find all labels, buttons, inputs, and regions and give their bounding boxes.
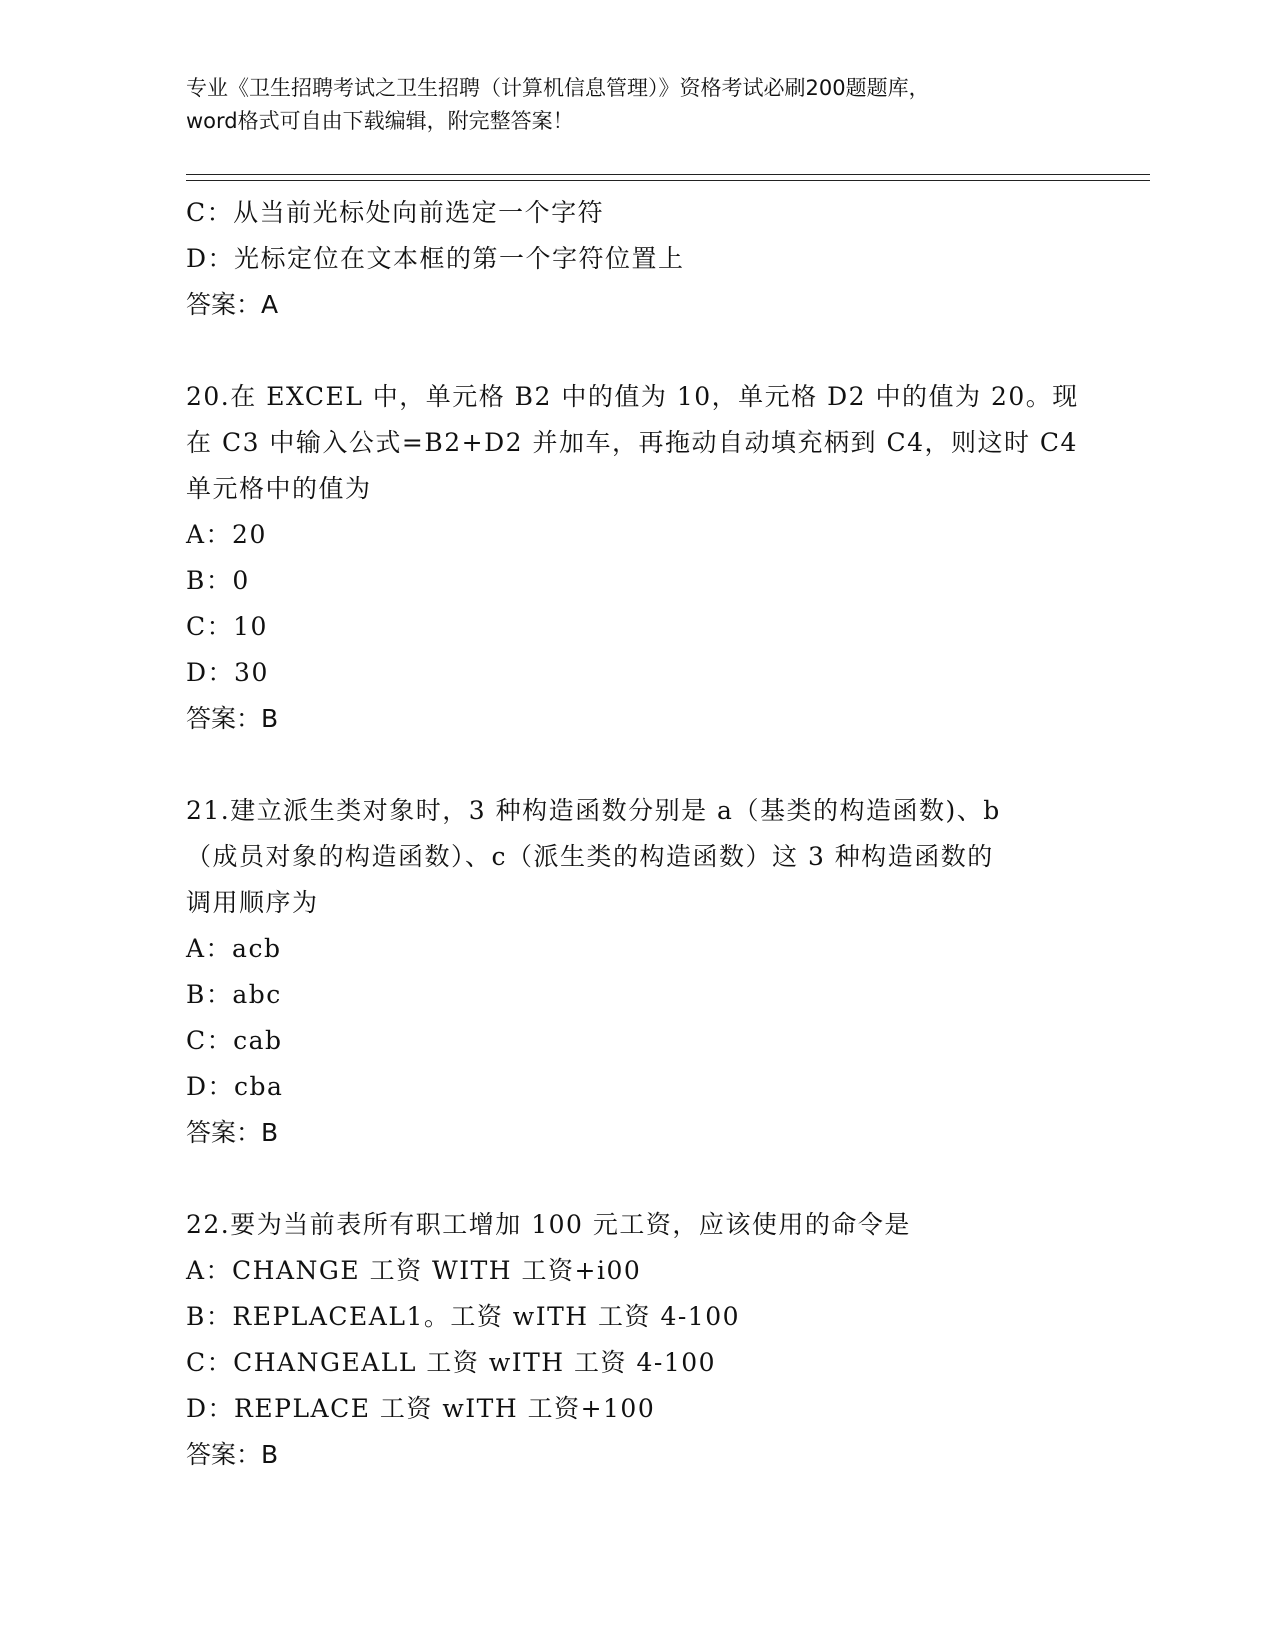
question-stem	[186, 1202, 1086, 1248]
option-c: C：10	[186, 612, 268, 641]
option-b: B：abc	[186, 980, 282, 1009]
option-c: C：CHANGEALL 工资 wITH 工资 4-100	[186, 1348, 717, 1377]
question-content	[186, 190, 1086, 1478]
stem-line: （成员对象的构造函数）、c（派生类的构造函数）这 3 种构造函数的	[186, 842, 994, 871]
question-21	[186, 788, 1086, 1156]
option-c: C：cab	[186, 1026, 283, 1055]
header-line-1: 专业《卫生招聘考试之卫生招聘（计算机信息管理）》资格考试必刷200题题库，	[186, 76, 930, 100]
answer-line: 答案：B	[186, 1118, 279, 1147]
stem-line: 单元格中的值为	[186, 474, 372, 503]
option-d: D：REPLACE 工资 wITH 工资+100	[186, 1394, 656, 1423]
spacer	[186, 742, 1086, 788]
option-a: A：20	[186, 520, 267, 549]
option-c: C：从当前光标处向前选定一个字符	[186, 198, 605, 227]
header-line-2: word格式可自由下载编辑，附完整答案！	[186, 109, 574, 133]
stem-line: 22.要为当前表所有职工增加 100 元工资，应该使用的命令是	[186, 1210, 911, 1239]
option-d: D：cba	[186, 1072, 284, 1101]
option-b: B：REPLACEAL1。工资 wITH 工资 4-100	[186, 1302, 741, 1331]
option-a: A：CHANGE 工资 WITH 工资+i00	[186, 1256, 642, 1285]
question-stem	[186, 374, 1086, 512]
document-header	[186, 72, 1086, 138]
stem-line: 调用顺序为	[186, 888, 319, 917]
option-d: D：光标定位在文本框的第一个字符位置上	[186, 244, 685, 273]
question-20	[186, 374, 1086, 742]
question-stem	[186, 788, 1086, 926]
option-b: B：0	[186, 566, 250, 595]
spacer	[186, 1156, 1086, 1202]
spacer	[186, 328, 1086, 374]
answer-line: 答案：A	[186, 290, 279, 319]
header-divider-bottom	[186, 180, 1150, 181]
stem-line: 在 C3 中输入公式=B2+D2 并加车，再拖动自动填充柄到 C4，则这时 C4	[186, 428, 1078, 457]
answer-line: 答案：B	[186, 1440, 279, 1469]
prev-question-block	[186, 190, 1086, 328]
question-22	[186, 1202, 1086, 1478]
option-a: A：acb	[186, 934, 282, 963]
stem-line: 20.在 EXCEL 中，单元格 B2 中的值为 10，单元格 D2 中的值为 20。现	[186, 382, 1079, 411]
option-d: D：30	[186, 658, 269, 687]
answer-line: 答案：B	[186, 704, 279, 733]
header-divider-top	[186, 174, 1150, 175]
stem-line: 21.建立派生类对象时，3 种构造函数分别是 a（基类的构造函数)、b	[186, 796, 1001, 825]
